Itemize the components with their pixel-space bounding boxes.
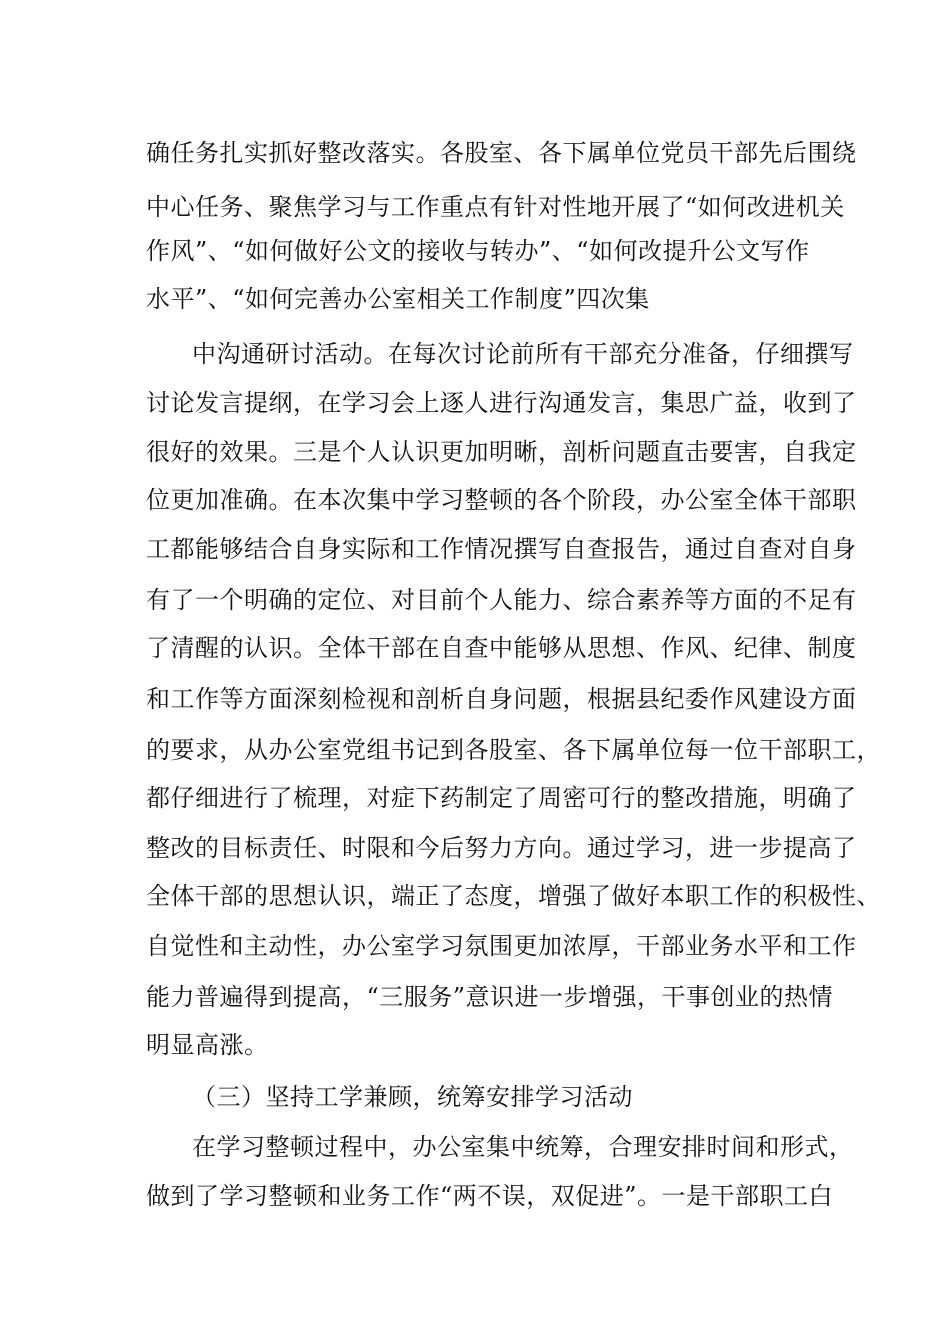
text-line: 能力普遍得到提高，“三服务”意识进一步增强，干事创业的热情: [146, 983, 834, 1011]
text-line: 的要求，从办公室党组书记到各股室、各下属单位每一位干部职工，: [146, 736, 881, 764]
text-line: 确任务扎实抓好整改落实。各股室、各下属单位党员干部先后围绕: [146, 139, 857, 167]
text-line: 工都能够结合自身实际和工作情况撰写自查报告，通过自查对自身: [146, 535, 857, 563]
text-line: 作风”、“如何做好公文的接收与转办”、“如何改提升公文写作: [146, 237, 810, 265]
text-line: 都仔细进行了梳理，对症下药制定了周密可行的整改措施，明确了: [146, 784, 857, 812]
text-line: 整改的目标责任、时限和今后努力方向。通过学习，进一步提高了: [146, 834, 857, 862]
text-line: 很好的效果。三是个人认识更加明晰，剖析问题直击要害，自我定: [146, 438, 857, 466]
paragraph-start-line: 中沟通研讨活动。在每次讨论前所有干部充分准备，仔细撰写: [192, 340, 854, 368]
text-line: 和工作等方面深刻检视和剖析自身问题，根据县纪委作风建设方面: [146, 685, 857, 713]
text-line: 全体干部的思想认识，端正了态度，增强了做好本职工作的积极性、: [146, 882, 881, 910]
text-line: 自觉性和主动性，办公室学习氛围更加浓厚，干部业务水平和工作: [146, 932, 857, 960]
paragraph-start-line: 在学习整顿过程中，办公室集中统筹，合理安排时间和形式，: [192, 1133, 854, 1161]
text-line: 明显高涨。: [146, 1031, 269, 1059]
text-line: 讨论发言提纲，在学习会上逐人进行沟通发言，集思广益，收到了: [146, 389, 857, 417]
text-line: 做到了学习整顿和业务工作“两不误，双促进”。一是干部职工白: [146, 1182, 834, 1210]
text-line: 中心任务、聚焦学习与工作重点有针对性地开展了“如何改进机关: [146, 193, 845, 221]
text-line: 有了一个明确的定位、对目前个人能力、综合素养等方面的不足有: [146, 586, 857, 614]
text-line: 了清醒的认识。全体干部在自查中能够从思想、作风、纪律、制度: [146, 634, 857, 662]
text-line: 水平”、“如何完善办公室相关工作制度”四次集: [146, 285, 650, 313]
text-line: 位更加准确。在本次集中学习整顿的各个阶段，办公室全体干部职: [146, 486, 857, 514]
section-heading: （三）坚持工学兼顾，统筹安排学习活动: [192, 1083, 633, 1111]
